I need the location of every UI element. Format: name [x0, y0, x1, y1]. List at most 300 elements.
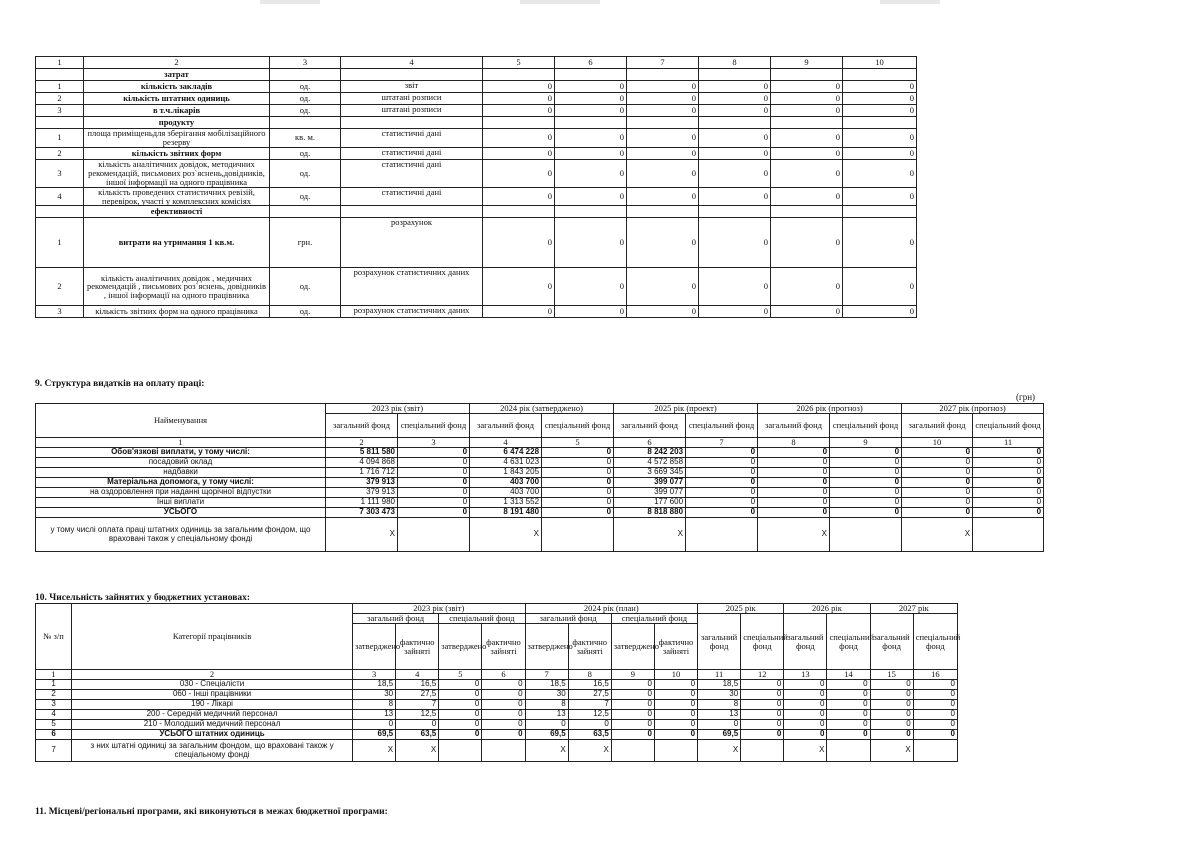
unit-of-measure: од.	[270, 93, 341, 105]
value-cell: 379 913	[326, 488, 398, 498]
salary-row	[36, 508, 1044, 518]
year-header: 2024 рік (план)	[525, 604, 698, 614]
value-cell: 0	[699, 147, 771, 159]
value-cell: 403 700	[470, 488, 542, 498]
data-source: штатані розписи	[341, 105, 483, 117]
value-cell: 0	[843, 187, 917, 206]
actual-header: фактично зайняті	[654, 624, 697, 670]
indicator-row	[36, 306, 917, 318]
value-cell: X	[902, 518, 973, 552]
unit-of-measure: од.	[270, 105, 341, 117]
empty-cell	[771, 69, 843, 81]
special-fund-header: спеціальний фонд	[830, 414, 902, 438]
value-cell: 0	[973, 488, 1044, 498]
indicator-name: в т.ч.лікарів	[84, 105, 270, 117]
value-cell: 0	[741, 680, 784, 690]
value-cell: X	[784, 740, 827, 762]
value-cell: 18,5	[525, 680, 568, 690]
value-cell: 0	[525, 720, 568, 730]
value-cell: 7	[396, 700, 439, 710]
column-number: 7	[686, 438, 758, 448]
value-cell: X	[470, 518, 542, 552]
section-name: затрат	[84, 69, 270, 81]
staff-row	[36, 710, 958, 720]
value-cell: 0	[699, 187, 771, 206]
staff-row	[36, 700, 958, 710]
special-fund-header: спеціальний фонд	[439, 614, 525, 624]
column-number: 6	[482, 670, 525, 680]
category-header: Категорії працівників	[72, 604, 353, 670]
value-cell: 0	[483, 81, 555, 93]
empty-cell	[627, 69, 699, 81]
value-cell: 0	[555, 218, 627, 268]
value-cell: X	[698, 740, 741, 762]
value-cell: 0	[439, 690, 482, 700]
row-number	[36, 117, 84, 129]
value-cell: 0	[482, 730, 525, 740]
value-cell: 0	[555, 187, 627, 206]
general-fund-header: загальний фонд	[870, 614, 913, 670]
value-cell: 0	[902, 468, 973, 478]
year-header: 2027 рік (прогноз)	[902, 404, 1044, 414]
value-cell: 0	[771, 81, 843, 93]
value-cell: 0	[483, 159, 555, 187]
value-cell: 27,5	[568, 690, 611, 700]
value-cell: 0	[973, 448, 1044, 458]
value-cell: 0	[902, 448, 973, 458]
value-cell: 0	[913, 680, 957, 690]
column-number: 4	[470, 438, 542, 448]
unit-of-measure: од.	[270, 187, 341, 206]
unit-of-measure: кв. м.	[270, 129, 341, 148]
data-source: статистичні дані	[341, 147, 483, 159]
salary-row	[36, 498, 1044, 508]
value-cell: 0	[699, 105, 771, 117]
column-number: 2	[326, 438, 398, 448]
unit-of-measure: од.	[270, 81, 341, 93]
indicator-name: кількість аналітичних довідок, методичних рекомендацій, письмових роз`яснень,довідників, іншої інформації на одного працівника	[84, 159, 270, 187]
approved-header: затверджено	[353, 624, 396, 670]
salary-row	[36, 488, 1044, 498]
value-cell: 8 242 203	[614, 448, 686, 458]
column-number: 5	[483, 57, 555, 69]
value-cell: 0	[686, 478, 758, 488]
value-cell: 0	[555, 306, 627, 318]
value-cell: 0	[654, 700, 697, 710]
value-cell: 0	[902, 498, 973, 508]
currency-unit: (грн)	[1016, 392, 1036, 402]
header-row-years	[36, 604, 958, 614]
value-cell: 0	[482, 690, 525, 700]
approved-header: затверджено	[439, 624, 482, 670]
column-number: 9	[830, 438, 902, 448]
value-cell: 0	[627, 105, 699, 117]
row-number: 6	[36, 730, 72, 740]
value-cell: 4 572 858	[614, 458, 686, 468]
value-cell: 0	[973, 478, 1044, 488]
empty-cell	[341, 69, 483, 81]
value-cell: 0	[439, 710, 482, 720]
value-cell: 0	[482, 710, 525, 720]
value-cell: 0	[482, 680, 525, 690]
value-cell: 0	[758, 498, 830, 508]
value-cell: 0	[758, 478, 830, 488]
section-name: ефективності	[84, 206, 270, 218]
indicator-row	[36, 159, 917, 187]
empty-cell	[270, 206, 341, 218]
value-cell: 403 700	[470, 478, 542, 488]
value-cell: 0	[396, 720, 439, 730]
indicators-table	[35, 56, 917, 318]
unit-of-measure: од.	[270, 159, 341, 187]
indicator-name: витрати на утримання 1 кв.м.	[84, 218, 270, 268]
section-11-title: 11. Місцеві/регіональні програми, які виконуються в межах бюджетної програми:	[35, 807, 388, 817]
column-number: 13	[784, 670, 827, 680]
value-cell: 0	[439, 680, 482, 690]
value-cell: 0	[771, 129, 843, 148]
row-number: 3	[36, 306, 84, 318]
empty-cell	[483, 117, 555, 129]
column-number: 11	[698, 670, 741, 680]
value-cell: 30	[525, 690, 568, 700]
staff-row	[36, 740, 958, 762]
row-number: 5	[36, 720, 72, 730]
scan-artifact	[260, 0, 320, 4]
value-cell: 0	[902, 488, 973, 498]
data-source: розрахунок статистичних даних	[341, 306, 483, 318]
value-cell: 0	[627, 129, 699, 148]
value-cell: 0	[627, 147, 699, 159]
year-header: 2026 рік	[784, 604, 870, 614]
row-number	[36, 69, 84, 81]
special-fund-header: спеціальний фонд	[611, 614, 697, 624]
row-number: 1	[36, 81, 84, 93]
column-number: 1	[36, 57, 84, 69]
value-cell: 0	[686, 448, 758, 458]
value-cell: 0	[741, 710, 784, 720]
column-number: 6	[555, 57, 627, 69]
value-cell: 4 094 868	[326, 458, 398, 468]
value-cell: 0	[843, 81, 917, 93]
value-cell: 0	[870, 690, 913, 700]
row-number: 1	[36, 218, 84, 268]
column-number: 8	[568, 670, 611, 680]
data-source: штатані розписи	[341, 93, 483, 105]
value-cell: 0	[686, 468, 758, 478]
value-cell: 0	[483, 306, 555, 318]
value-cell: X	[525, 740, 568, 762]
indicator-row	[36, 147, 917, 159]
value-cell: 30	[353, 690, 396, 700]
value-cell: 69,5	[698, 730, 741, 740]
value-cell: X	[758, 518, 830, 552]
value-cell: 16,5	[396, 680, 439, 690]
special-fund-header: спеціальний фонд	[398, 414, 470, 438]
unit-of-measure: од.	[270, 306, 341, 318]
value-cell: 0	[758, 468, 830, 478]
value-cell: 0	[555, 129, 627, 148]
value-cell: 69,5	[353, 730, 396, 740]
value-cell: 0	[843, 105, 917, 117]
value-cell: 0	[654, 710, 697, 720]
row-number: 2	[36, 93, 84, 105]
empty-cell	[341, 206, 483, 218]
value-cell: 0	[483, 268, 555, 306]
column-number-row	[36, 438, 1044, 448]
column-number: 1	[36, 670, 72, 680]
value-cell: 0	[686, 508, 758, 518]
value-cell: 0	[784, 680, 827, 690]
value-cell: 0	[870, 730, 913, 740]
data-source: звіт	[341, 81, 483, 93]
value-cell: 0	[843, 306, 917, 318]
value-cell	[398, 518, 470, 552]
value-cell: 0	[568, 720, 611, 730]
value-cell: 30	[698, 690, 741, 700]
section-9-title: 9. Структура видатків на оплату праці:	[35, 379, 205, 389]
value-cell	[654, 740, 697, 762]
value-cell: 0	[611, 700, 654, 710]
value-cell: 0	[913, 700, 957, 710]
value-cell: 7 303 473	[326, 508, 398, 518]
general-fund-header: загальний фонд	[353, 614, 439, 624]
general-fund-header: загальний фонд	[525, 614, 611, 624]
name-header: Найменування	[36, 404, 326, 438]
section-name: продукту	[84, 117, 270, 129]
value-cell	[542, 518, 614, 552]
column-number: 6	[614, 438, 686, 448]
value-cell: 8	[353, 700, 396, 710]
value-cell: X	[870, 740, 913, 762]
value-cell: 0	[699, 129, 771, 148]
indicator-row	[36, 129, 917, 148]
column-number: 8	[758, 438, 830, 448]
value-cell: 0	[771, 93, 843, 105]
special-fund-header: спеціальний фонд	[542, 414, 614, 438]
value-cell: 8	[698, 700, 741, 710]
indicator-row	[36, 268, 917, 306]
value-cell: 0	[483, 218, 555, 268]
value-cell: 5 811 580	[326, 448, 398, 458]
value-cell: 0	[654, 680, 697, 690]
value-cell: 0	[699, 306, 771, 318]
indicator-name: кількість аналітичних довідок , медичних рекомендацій , письмових роз`яснень, довідників , іншої інформації на одного працівника	[84, 268, 270, 306]
salary-row	[36, 518, 1044, 552]
value-cell: 0	[843, 147, 917, 159]
value-cell: 7	[568, 700, 611, 710]
value-cell: 13	[698, 710, 741, 720]
value-cell: 12,5	[396, 710, 439, 720]
category-name: 210 - Молодший медичний персонал	[72, 720, 353, 730]
value-cell: 0	[542, 508, 614, 518]
value-cell: 0	[843, 218, 917, 268]
staff-row	[36, 720, 958, 730]
value-cell: 0	[611, 680, 654, 690]
value-cell: 0	[973, 508, 1044, 518]
salary-row	[36, 458, 1044, 468]
empty-cell	[843, 117, 917, 129]
column-number: 9	[771, 57, 843, 69]
value-cell: 0	[827, 700, 870, 710]
value-cell: 0	[627, 268, 699, 306]
section-10-title: 10. Чисельність зайнятих у бюджетних установах:	[35, 593, 251, 603]
value-cell: 0	[827, 730, 870, 740]
value-cell: 0	[913, 720, 957, 730]
section-row	[36, 206, 917, 218]
value-cell: 0	[483, 187, 555, 206]
value-cell: 0	[902, 508, 973, 518]
item-name: Матеріальна допомога, у тому числі:	[36, 478, 326, 488]
staff-count-table	[35, 603, 961, 762]
year-header: 2027 рік	[870, 604, 957, 614]
category-name: 200 - Середній медичний персонал	[72, 710, 353, 720]
row-number: 1	[36, 129, 84, 148]
value-cell: 0	[398, 488, 470, 498]
indicator-name: площа приміщеньдля зберігання мобілізаційного резерву	[84, 129, 270, 148]
value-cell: 4 631 023	[470, 458, 542, 468]
indicator-row	[36, 218, 917, 268]
value-cell: 0	[784, 730, 827, 740]
empty-cell	[341, 117, 483, 129]
empty-cell	[699, 206, 771, 218]
value-cell: 0	[758, 448, 830, 458]
value-cell: 0	[902, 458, 973, 468]
value-cell: 0	[555, 81, 627, 93]
value-cell: 0	[699, 81, 771, 93]
value-cell: X	[353, 740, 396, 762]
category-name: УСЬОГО штатних одиниць	[72, 730, 353, 740]
value-cell: 0	[627, 93, 699, 105]
column-number: 9	[611, 670, 654, 680]
item-name: посадовий оклад	[36, 458, 326, 468]
row-number: 3	[36, 700, 72, 710]
staff-row	[36, 690, 958, 700]
column-number: 5	[439, 670, 482, 680]
value-cell: 0	[843, 268, 917, 306]
row-number: 7	[36, 740, 72, 762]
value-cell: 1 843 205	[470, 468, 542, 478]
empty-cell	[771, 117, 843, 129]
value-cell: X	[396, 740, 439, 762]
value-cell: 0	[771, 187, 843, 206]
value-cell	[973, 518, 1044, 552]
approved-header: затверджено	[525, 624, 568, 670]
header-row	[36, 57, 917, 69]
column-number: 2	[84, 57, 270, 69]
value-cell: 379 913	[326, 478, 398, 488]
empty-cell	[555, 117, 627, 129]
value-cell: 1 313 552	[470, 498, 542, 508]
value-cell: 0	[439, 700, 482, 710]
value-cell: 0	[973, 458, 1044, 468]
indicator-name: кількість звітних форм	[84, 147, 270, 159]
actual-header: фактично зайняті	[396, 624, 439, 670]
value-cell: 63,5	[568, 730, 611, 740]
value-cell: 0	[784, 720, 827, 730]
value-cell: 399 077	[614, 478, 686, 488]
value-cell: 0	[654, 720, 697, 730]
item-name: Інші виплати	[36, 498, 326, 508]
value-cell: 0	[611, 720, 654, 730]
general-fund-header: загальний фонд	[470, 414, 542, 438]
item-name: у тому числі оплата праці штатних одиниць за загальним фондом, що враховані також у спеціальному фонді	[36, 518, 326, 552]
value-cell: 0	[555, 268, 627, 306]
scan-artifact	[520, 0, 600, 4]
value-cell: 0	[784, 710, 827, 720]
row-number: 3	[36, 159, 84, 187]
header-row-years	[36, 404, 1044, 414]
value-cell	[830, 518, 902, 552]
value-cell: 0	[686, 458, 758, 468]
column-number: 1	[36, 438, 326, 448]
value-cell: 0	[827, 710, 870, 720]
value-cell: 0	[627, 187, 699, 206]
value-cell: 0	[555, 105, 627, 117]
value-cell: 0	[771, 268, 843, 306]
value-cell: 1 716 712	[326, 468, 398, 478]
value-cell: 0	[483, 129, 555, 148]
value-cell: 0	[627, 306, 699, 318]
value-cell: 0	[830, 488, 902, 498]
value-cell: 0	[771, 306, 843, 318]
value-cell: 0	[686, 498, 758, 508]
empty-cell	[699, 117, 771, 129]
empty-cell	[483, 69, 555, 81]
unit-of-measure: од.	[270, 147, 341, 159]
empty-cell	[843, 69, 917, 81]
value-cell: 0	[398, 478, 470, 488]
empty-cell	[483, 206, 555, 218]
value-cell: 0	[827, 720, 870, 730]
value-cell: 0	[398, 458, 470, 468]
indicator-row	[36, 105, 917, 117]
value-cell: 0	[398, 508, 470, 518]
general-fund-header: загальний фонд	[614, 414, 686, 438]
unit-of-measure: грн.	[270, 218, 341, 268]
value-cell: 0	[830, 468, 902, 478]
column-number: 5	[542, 438, 614, 448]
value-cell: 0	[741, 730, 784, 740]
value-cell: 0	[699, 268, 771, 306]
value-cell: 0	[627, 81, 699, 93]
special-fund-header: спеціальний фонд	[686, 414, 758, 438]
value-cell: 0	[699, 159, 771, 187]
value-cell: 0	[398, 468, 470, 478]
empty-cell	[627, 206, 699, 218]
special-fund-header: спеціальний фонд	[913, 614, 957, 670]
value-cell: 0	[482, 700, 525, 710]
value-cell	[741, 740, 784, 762]
column-number: 14	[827, 670, 870, 680]
value-cell: 0	[483, 147, 555, 159]
value-cell	[686, 518, 758, 552]
value-cell: 0	[771, 159, 843, 187]
data-source: розрахунок	[341, 218, 483, 268]
item-name: Обов'язкові виплати, у тому числі:	[36, 448, 326, 458]
column-number: 8	[699, 57, 771, 69]
value-cell: 0	[830, 458, 902, 468]
value-cell: 0	[699, 93, 771, 105]
data-source: статистичні дані	[341, 187, 483, 206]
value-cell: 0	[913, 730, 957, 740]
general-fund-header: загальний фонд	[758, 414, 830, 438]
column-number: 3	[398, 438, 470, 448]
value-cell: 0	[611, 690, 654, 700]
year-header: 2023 рік (звіт)	[326, 404, 470, 414]
value-cell: 0	[398, 448, 470, 458]
column-number: 10	[654, 670, 697, 680]
value-cell: 0	[913, 710, 957, 720]
